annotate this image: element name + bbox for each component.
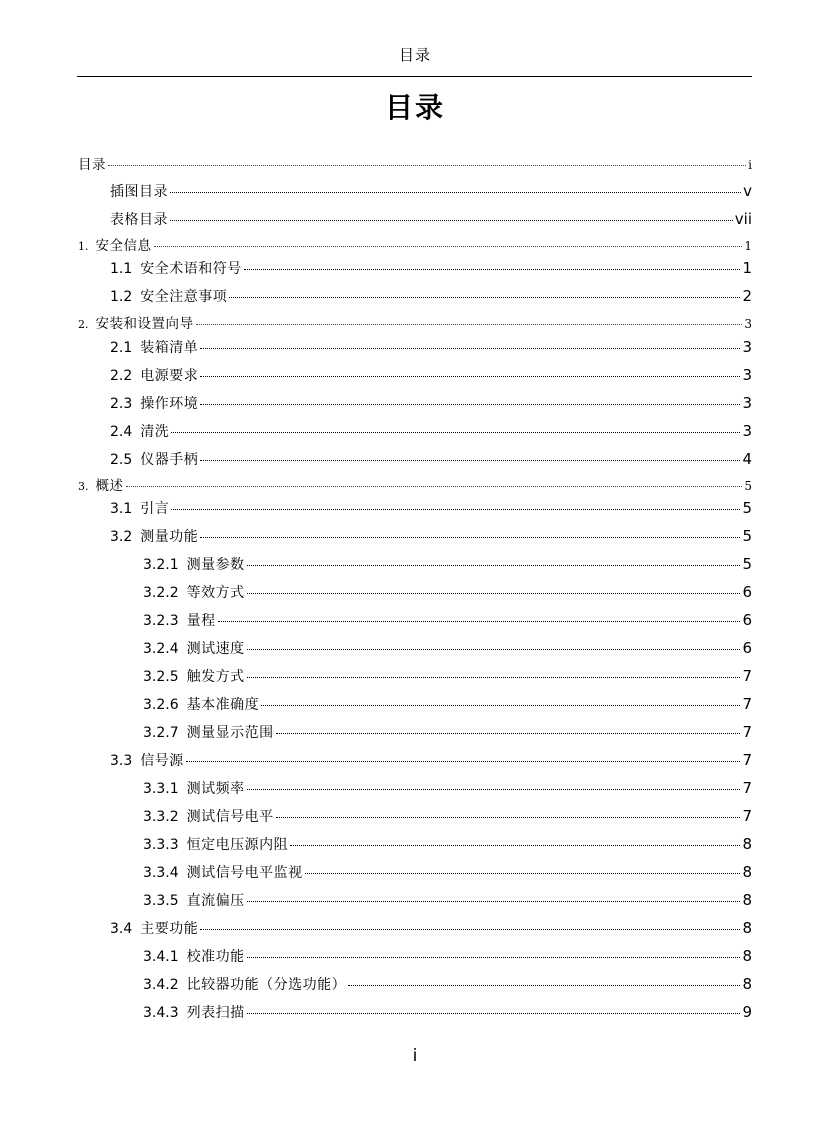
toc-entry-label: 安全术语和符号: [140, 261, 242, 277]
toc-entry-number: 3.4.3: [143, 1005, 179, 1021]
toc-entry-label: 目录: [78, 157, 106, 173]
toc-entry-label: 恒定电压源内阻: [186, 837, 289, 853]
dot-leader: [200, 348, 740, 349]
toc-entry[interactable]: [78, 666, 752, 686]
toc-entry-page: 8: [742, 835, 752, 853]
toc-entry-label: 插图目录: [110, 184, 168, 200]
toc-entry-page: 4: [742, 450, 752, 468]
toc-entry-page: 5: [744, 479, 752, 493]
dot-leader: [108, 165, 746, 166]
toc-entry-page: 3: [742, 394, 752, 412]
toc-entry-page: 5: [742, 527, 752, 545]
toc-entry[interactable]: [78, 337, 752, 357]
toc-entry[interactable]: [78, 209, 752, 229]
toc-entry[interactable]: [78, 474, 752, 494]
dot-leader: [200, 376, 740, 377]
toc-entry-label: 直流偏压: [186, 893, 245, 909]
toc-entry-number: 1.2: [110, 289, 133, 305]
dot-leader: [247, 901, 741, 902]
toc-entry-page: v: [743, 182, 752, 200]
dot-leader: [200, 404, 740, 405]
toc-entry-page: 8: [742, 947, 752, 965]
toc-entry-number: 3.2.3: [143, 613, 179, 629]
toc-entry[interactable]: [78, 638, 752, 658]
dot-leader: [126, 486, 743, 487]
toc-entry-page: 8: [742, 919, 752, 937]
toc-entry-label: 电源要求: [140, 368, 199, 384]
toc-entry-page: 3: [742, 366, 752, 384]
toc-entry-page: 7: [742, 723, 752, 741]
dot-leader: [196, 324, 743, 325]
toc-entry[interactable]: [78, 974, 752, 994]
toc-entry-number: 2.: [78, 318, 89, 331]
dot-leader: [170, 192, 741, 193]
toc-entry[interactable]: [78, 834, 752, 854]
toc-entry-number: 3.3.3: [143, 837, 179, 853]
toc-entry[interactable]: [78, 1002, 752, 1022]
toc-entry-page: 9: [742, 1003, 752, 1021]
dot-leader: [247, 957, 741, 958]
toc-entry-page: 3: [744, 317, 752, 331]
dot-leader: [247, 593, 741, 594]
toc-entry[interactable]: [78, 258, 752, 278]
toc-entry-page: 1: [742, 259, 752, 277]
toc-entry[interactable]: [78, 449, 752, 469]
toc-entry[interactable]: [78, 890, 752, 910]
toc-entry-label: 主要功能: [140, 921, 199, 937]
toc-entry[interactable]: [78, 946, 752, 966]
toc-entry-page: 6: [742, 583, 752, 601]
toc-entry-label: 列表扫描: [186, 1005, 245, 1021]
toc-entry-number: 3.4.2: [143, 977, 179, 993]
dot-leader: [218, 621, 741, 622]
toc-entry-label: 信号源: [140, 753, 184, 769]
toc-entry-page: 8: [742, 863, 752, 881]
toc-entry-label: 基本准确度: [186, 697, 260, 713]
toc-entry-page: 6: [742, 611, 752, 629]
toc-entry-number: 3.: [78, 480, 89, 493]
footer-page-number: i: [412, 1046, 418, 1066]
toc-entry-number: 3.3.2: [143, 809, 179, 825]
toc-entry-page: 5: [742, 555, 752, 573]
toc-entry-page: 7: [742, 779, 752, 797]
toc-entry-page: 7: [742, 751, 752, 769]
toc-entry-page: 8: [742, 891, 752, 909]
toc-entry[interactable]: [78, 312, 752, 332]
toc-entry-number: 3.4.1: [143, 949, 179, 965]
toc-entry-label: 安装和设置向导: [95, 316, 194, 332]
toc-entry[interactable]: [78, 862, 752, 882]
toc-entry-number: 1.1: [110, 261, 133, 277]
toc-entry-label: 安全信息: [95, 238, 152, 254]
toc-entry-label: 表格目录: [110, 212, 168, 228]
dot-leader: [276, 733, 741, 734]
toc-entry-page: vii: [734, 210, 752, 228]
dot-leader: [247, 789, 741, 790]
toc-entry-number: 3.3.5: [143, 893, 179, 909]
toc-entry-label: 测试信号电平监视: [186, 865, 303, 881]
toc-entry-number: 3.3: [110, 753, 133, 769]
toc-entry-label: 装箱清单: [140, 340, 199, 356]
toc-entry-number: 3.4: [110, 921, 133, 937]
dot-leader: [154, 246, 743, 247]
toc-entry[interactable]: [78, 153, 752, 173]
toc-entry-label: 量程: [186, 613, 216, 629]
dot-leader: [200, 460, 740, 461]
toc-entry[interactable]: [78, 421, 752, 441]
toc-entry[interactable]: [78, 610, 752, 630]
toc-entry-label: 安全注意事项: [140, 289, 228, 305]
toc-entry[interactable]: [78, 365, 752, 385]
dot-leader: [171, 509, 740, 510]
toc-entry-number: 3.2.4: [143, 641, 179, 657]
toc-entry-label: 测试信号电平: [186, 809, 274, 825]
toc-entry[interactable]: [78, 778, 752, 798]
toc-entry-page: 2: [742, 287, 752, 305]
dot-leader: [200, 929, 740, 930]
toc-entry-label: 测量参数: [186, 557, 245, 573]
toc-entry-label: 引言: [140, 501, 170, 517]
toc-entry-label: 测量功能: [140, 529, 199, 545]
dot-leader: [247, 677, 741, 678]
toc-entry-number: 2.2: [110, 368, 133, 384]
toc-entry[interactable]: [78, 393, 752, 413]
dot-leader: [247, 565, 741, 566]
dot-leader: [276, 817, 741, 818]
toc-entry[interactable]: [78, 806, 752, 826]
toc-entry[interactable]: [78, 918, 752, 938]
toc-entry-number: 2.3: [110, 396, 133, 412]
dot-leader: [186, 761, 741, 762]
toc-entry-label: 操作环境: [140, 396, 199, 412]
toc-entry-label: 仪器手柄: [140, 452, 199, 468]
toc-entry-number: 3.2.1: [143, 557, 179, 573]
toc-entry-label: 概述: [95, 478, 124, 494]
toc-entry-number: 3.2.7: [143, 725, 179, 741]
dot-leader: [348, 985, 740, 986]
toc-entry-number: 3.3.1: [143, 781, 179, 797]
toc-entry-number: 3.2: [110, 529, 133, 545]
toc-entry[interactable]: [78, 694, 752, 714]
dot-leader: [247, 1013, 741, 1014]
toc-entry-page: 1: [744, 239, 752, 253]
dot-leader: [200, 537, 740, 538]
toc-entry-number: 2.4: [110, 424, 133, 440]
toc-entry[interactable]: [78, 286, 752, 306]
toc-entry[interactable]: [78, 498, 752, 518]
toc-entry[interactable]: [78, 582, 752, 602]
toc-entry[interactable]: [78, 722, 752, 742]
page-title: 目录: [384, 91, 445, 124]
dot-leader: [171, 432, 740, 433]
toc-entry-page: i: [748, 158, 752, 172]
toc-entry[interactable]: [78, 526, 752, 546]
toc-entry-number: 2.5: [110, 452, 133, 468]
toc-entry[interactable]: [78, 750, 752, 770]
toc-entry-label: 比较器功能（分选功能）: [186, 977, 347, 993]
toc-entry[interactable]: [78, 181, 752, 201]
toc-entry-label: 触发方式: [186, 669, 245, 685]
toc-entry-number: 3.2.2: [143, 585, 179, 601]
toc-entry-page: 7: [742, 667, 752, 685]
dot-leader: [305, 873, 741, 874]
dot-leader: [247, 649, 741, 650]
dot-leader: [170, 220, 733, 221]
toc-entry-number: 2.1: [110, 340, 133, 356]
dot-leader: [244, 269, 741, 270]
toc-entry-label: 清洗: [140, 424, 170, 440]
toc-entry-label: 测试频率: [186, 781, 245, 797]
toc-entry-page: 7: [742, 807, 752, 825]
toc-entry-label: 测量显示范围: [186, 725, 274, 741]
toc-entry[interactable]: [78, 554, 752, 574]
dot-leader: [229, 297, 740, 298]
toc-entry-page: 5: [742, 499, 752, 517]
toc-entry-page: 3: [742, 422, 752, 440]
toc-entry-label: 测试速度: [186, 641, 245, 657]
toc-entry-label: 等效方式: [186, 585, 245, 601]
dot-leader: [290, 845, 740, 846]
header-rule: [77, 76, 752, 77]
toc-entry-number: 3.3.4: [143, 865, 179, 881]
dot-leader: [261, 705, 740, 706]
toc-entry-number: 3.2.6: [143, 697, 179, 713]
toc-entry-page: 6: [742, 639, 752, 657]
toc-entry-page: 7: [742, 695, 752, 713]
toc-entry-page: 8: [742, 975, 752, 993]
toc-entry-number: 3.1: [110, 501, 133, 517]
toc-entry[interactable]: [78, 234, 752, 254]
toc-entry-number: 1.: [78, 240, 89, 253]
toc-entry-page: 3: [742, 338, 752, 356]
running-header: 目录: [398, 46, 431, 64]
toc-entry-label: 校准功能: [186, 949, 245, 965]
toc-entry-number: 3.2.5: [143, 669, 179, 685]
